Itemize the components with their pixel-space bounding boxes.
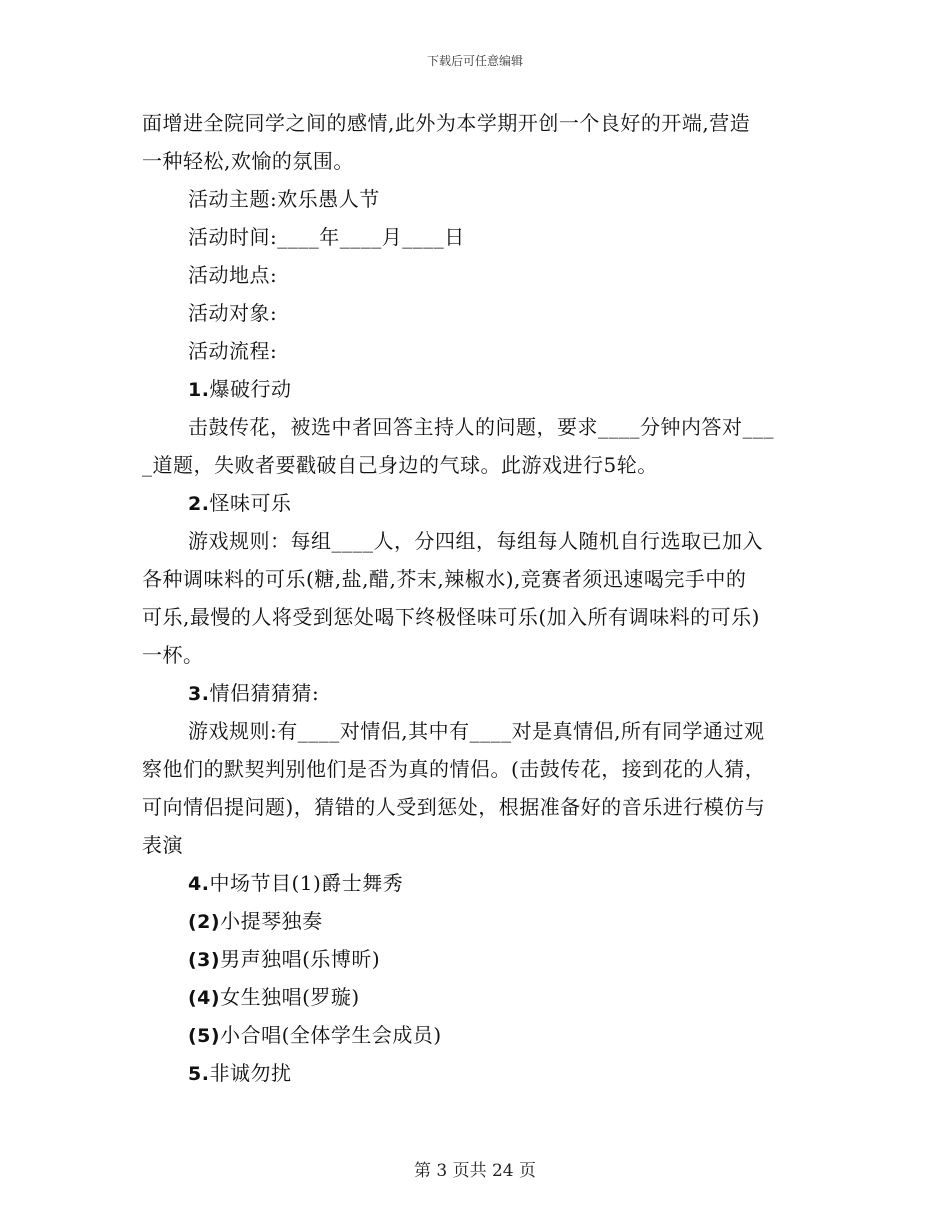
item-title: 小提琴独奏 bbox=[220, 909, 323, 933]
paragraph-line: 可乐,最慢的人将受到惩处喝下终极怪味可乐(加入所有调味料的可乐) bbox=[142, 605, 760, 629]
item-title: 男声独唱(乐博昕) bbox=[220, 947, 381, 971]
item-number: (4) bbox=[188, 987, 221, 1009]
section-title: 非诚勿扰 bbox=[209, 1061, 292, 1085]
item-number: (5) bbox=[188, 1025, 221, 1047]
section-heading bbox=[142, 674, 812, 712]
activity-process: 活动流程: bbox=[188, 339, 278, 363]
section-title: 中场节目(1)爵士舞秀 bbox=[209, 871, 404, 895]
section-title: 情侣猜猜猜: bbox=[209, 681, 320, 705]
paragraph-line: 一杯。 bbox=[142, 643, 204, 667]
program-item bbox=[142, 902, 812, 940]
section-heading bbox=[142, 1054, 812, 1092]
paragraph-line: 一种轻松,欢愉的氛围。 bbox=[142, 149, 354, 173]
paragraph-line: 游戏规则:有____对情侣,其中有____对是真情侣,所有同学通过观 bbox=[188, 719, 765, 743]
activity-audience: 活动对象: bbox=[188, 301, 278, 325]
section-heading bbox=[142, 864, 812, 902]
page-footer: 第 3 页共 24 页 bbox=[413, 1161, 537, 1181]
item-title: 小合唱(全体学生会成员) bbox=[220, 1023, 442, 1047]
section-heading bbox=[142, 484, 812, 522]
program-item bbox=[142, 940, 812, 978]
paragraph-line: 游戏规则：每组____人，分四组，每组每人随机自行选取已加入 bbox=[188, 529, 763, 553]
section-number: 5. bbox=[188, 1063, 210, 1085]
section-number: 1. bbox=[188, 379, 210, 401]
activity-location: 活动地点: bbox=[188, 263, 278, 287]
activity-theme: 活动主题:欢乐愚人节 bbox=[188, 187, 380, 211]
page-header: 下载后可任意编辑 bbox=[426, 54, 523, 68]
paragraph-line: 可向情侣提问题)，猜错的人受到惩处，根据准备好的音乐进行模仿与 bbox=[142, 795, 766, 819]
activity-time: 活动时间:____年____月____日 bbox=[188, 225, 465, 249]
item-number: (3) bbox=[188, 949, 221, 971]
item-title: 女生独唱(罗璇) bbox=[220, 985, 360, 1009]
item-number: (2) bbox=[188, 911, 221, 933]
paragraph-line: 察他们的默契判别他们是否为真的情侣。(击鼓传花，接到花的人猜， bbox=[142, 757, 766, 781]
section-heading bbox=[142, 370, 812, 408]
document-body bbox=[142, 104, 812, 1092]
paragraph-line: 表演 bbox=[142, 833, 183, 857]
section-number: 3. bbox=[188, 683, 210, 705]
section-title: 爆破行动 bbox=[209, 377, 292, 401]
paragraph-line: 面增进全院同学之间的感情,此外为本学期开创一个良好的开端,营造 bbox=[142, 111, 751, 135]
section-title: 怪味可乐 bbox=[209, 491, 292, 515]
program-item bbox=[142, 978, 812, 1016]
section-number: 4. bbox=[188, 873, 210, 895]
program-item bbox=[142, 1016, 812, 1054]
paragraph-line: 各种调味料的可乐(糖,盐,醋,芥末,辣椒水),竞赛者须迅速喝完手中的 bbox=[142, 567, 747, 591]
paragraph-line: 击鼓传花，被选中者回答主持人的问题，要求____分钟内答对___ bbox=[188, 415, 774, 439]
paragraph-line: _道题，失败者要戳破自己身边的气球。此游戏进行5轮。 bbox=[142, 453, 658, 477]
section-number: 2. bbox=[188, 493, 210, 515]
